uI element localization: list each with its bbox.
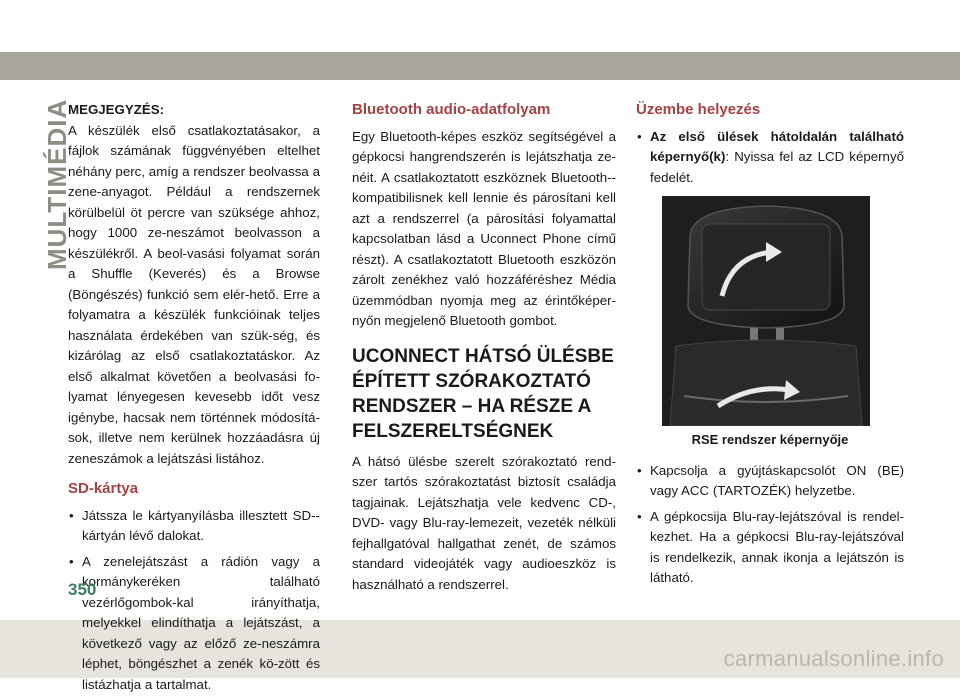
section-side-label: MULTIMÉDIA bbox=[42, 98, 72, 270]
item-text: : Nyissa fel az LCD képernyő fedelét. bbox=[650, 149, 904, 185]
setup-heading: Üzembe helyezés bbox=[636, 101, 761, 118]
list-item: • A zenelejátszást a rádión vagy a kormánykeréken található vezérlőgombok-kal irányíthatja, melyekkel elindíthatja a lejátszást, a következő vagy az előző ze-neszámra léphet, böngészhet a zenék kö-zött és listázhatja a tartalmat. bbox=[68, 552, 320, 696]
headrest-illustration bbox=[662, 196, 870, 426]
item-bold-lead: Az első ülések hátoldalán található képernyő(k) bbox=[650, 128, 904, 164]
column-1 bbox=[68, 100, 320, 700]
list-item: • Játssza le kártyanyílásba illesztett SD--kártyán lévő dalokat. bbox=[68, 506, 320, 547]
note-text: A készülék első csatlakoztatásakor, a fájlok számának függvényében eltelhet néhány perc, amíg a rendszer beolvassa a zene-anyagot. Például a rendszernek körülbelül öt percre van szüksége ahhoz, hogy 1000 ze-neszámot beolvasson a készülékről. A beol-vasási folyamat során a Shuffle (Keverés) és a Browse (Böngészés) funkció sem elér-hető. Erre a folyamatra a készülék funkcióinak teljes használata érdekében van szük-ség, és kizárólag az első csatlakoztatáskor. Az első alkalmat követően a beolvasási fo-lyamat lényegesen kevesebb időt vesz igénybe, hacsak nem történnek módosítá-sok, illetve nem kerülnek hozzáadásra új zeneszámok a lejátszási listához. bbox=[68, 122, 320, 466]
sd-card-list bbox=[68, 506, 320, 696]
bluetooth-heading: Bluetooth audio-adatfolyam bbox=[352, 101, 551, 118]
note-title: MEGJEGYZÉS: bbox=[68, 102, 165, 117]
rse-screen-photo bbox=[662, 196, 870, 426]
top-margin bbox=[0, 0, 960, 52]
sd-card-heading: SD-kártya bbox=[68, 480, 139, 497]
setup-list-2 bbox=[636, 461, 904, 589]
header-bar bbox=[0, 52, 960, 80]
rse-main-heading: UCONNECT HÁTSÓ ÜLÉSBE ÉPÍTETT SZÓRAKOZTATÓ RENDSZER – HA RÉSZE A FELSZERELTSÉGNEK bbox=[352, 345, 614, 442]
bluetooth-text: Egy Bluetooth-képes eszköz segítségével a gépkocsi hangrendszerén is lejátszhatja ze-néit. A csatlakoztatott eszköznek Bluetooth--kompatibilisnek kell lennie és párosítani kell azt a rendszerrel (a párosítási folyamattal kapcsolatban lásd a Uconnect Phone című részt). A csatlakoztatott Bluetooth eszközön zárolt zenékhez való hozzáféréshez Média üzemmódban nyomja meg az érintőképer-nyőn megjelenő Bluetooth gombot. bbox=[352, 128, 616, 328]
list-item bbox=[636, 127, 904, 189]
column-2 bbox=[352, 100, 616, 595]
setup-list-1 bbox=[636, 127, 904, 189]
page-number: 350 bbox=[68, 580, 97, 599]
watermark: carmanualsonline.info bbox=[723, 646, 944, 671]
column-3 bbox=[636, 100, 904, 594]
list-item: • Kapcsolja a gyújtáskapcsolót ON (BE) vagy ACC (TARTOZÉK) helyzetbe. bbox=[636, 461, 904, 502]
figure-caption: RSE rendszer képernyője bbox=[691, 432, 849, 447]
list-item: • A gépkocsija Blu-ray-lejátszóval is rendel-kezhet. Ha a gépkocsi Blu-ray-lejátszóval is rendelkezik, annak ikonja a lejátszón is látható. bbox=[636, 507, 904, 589]
rse-intro-text: A hátsó ülésbe szerelt szórakoztató rend-szer tartós szórakoztatást biztosít családja tagjainak. Lejátszhatja vele kedvenc CD-, DVD- vagy Blu-ray-lemezeit, vezeték nélküli fejhallgatóval hallgathat zenét, de számos standard videojáték vagy audioeszköz is használható a rendszerrel. bbox=[352, 453, 616, 592]
